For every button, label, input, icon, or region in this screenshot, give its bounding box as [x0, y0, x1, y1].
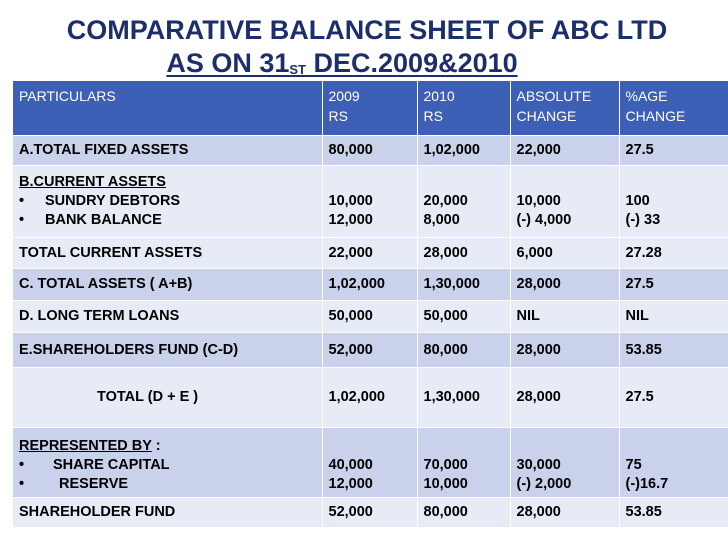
title-superscript: ST: [289, 62, 307, 77]
header-2010: 2010 RS: [417, 81, 510, 136]
value-2009: 10,000 12,000: [322, 166, 417, 238]
absolute-change: 6,000: [510, 238, 619, 269]
title-line-2: [0, 47, 728, 80]
value-2010: 70,000 10,000: [417, 428, 510, 498]
percentage-change: 53.85: [619, 498, 728, 527]
bank-balance-label: BANK BALANCE: [45, 212, 162, 228]
value-2009: 1,02,000: [322, 269, 417, 301]
reserve-label: RESERVE: [59, 476, 129, 492]
header-absolute-change: ABSOLUTE CHANGE: [510, 81, 619, 136]
title-line-2-suffix: DEC.2009&2010: [306, 48, 518, 78]
table-row: [13, 368, 728, 428]
absolute-change: 28,000: [510, 368, 619, 428]
row-label: A.TOTAL FIXED ASSETS: [13, 136, 322, 166]
table-row: [13, 136, 728, 166]
value-2010: 50,000: [417, 301, 510, 333]
value-2010: 28,000: [417, 238, 510, 269]
percentage-change: 100 (-) 33: [619, 166, 728, 238]
row-label: E.SHAREHOLDERS FUND (C-D): [13, 333, 322, 368]
sundry-debtors-label: SUNDRY DEBTORS: [45, 193, 181, 209]
percentage-change: 53.85: [619, 333, 728, 368]
header-percentage-change: %AGE CHANGE: [619, 81, 728, 136]
bullet: •: [19, 212, 25, 228]
balance-sheet-table: [13, 80, 728, 527]
slide-title: [0, 14, 728, 80]
absolute-change: 28,000: [510, 498, 619, 527]
percentage-change: 27.5: [619, 368, 728, 428]
absolute-change: 22,000: [510, 136, 619, 166]
table-row: [13, 301, 728, 333]
table-row: [13, 238, 728, 269]
percentage-change: NIL: [619, 301, 728, 333]
title-line-2-prefix: AS ON 31: [166, 48, 290, 78]
table-header-row: [13, 81, 728, 136]
absolute-change: NIL: [510, 301, 619, 333]
represented-by-heading: REPRESENTED BY: [19, 438, 152, 454]
absolute-change: 30,000 (-) 2,000: [510, 428, 619, 498]
table-row: [13, 428, 728, 498]
value-2010: 1,30,000: [417, 368, 510, 428]
table-row: [13, 166, 728, 238]
table-row: [13, 333, 728, 368]
percentage-change: 27.5: [619, 269, 728, 301]
row-label: C. TOTAL ASSETS ( A+B): [13, 269, 322, 301]
title-line-1: COMPARATIVE BALANCE SHEET OF ABC LTD: [66, 15, 668, 45]
bullet: •: [19, 476, 25, 492]
percentage-change: 75 (-)16.7: [619, 428, 728, 498]
table-row: [13, 498, 728, 527]
absolute-change: 10,000 (-) 4,000: [510, 166, 619, 238]
row-label: [13, 166, 322, 238]
current-assets-heading: B.CURRENT ASSETS: [19, 174, 166, 190]
header-particulars: PARTICULARS: [13, 81, 322, 136]
value-2009: 52,000: [322, 333, 417, 368]
value-2010: 20,000 8,000: [417, 166, 510, 238]
bullet: •: [19, 457, 25, 473]
header-2009: 2009 RS: [322, 81, 417, 136]
value-2010: 80,000: [417, 333, 510, 368]
row-label: TOTAL CURRENT ASSETS: [13, 238, 322, 269]
table-row: [13, 269, 728, 301]
value-2009: 50,000: [322, 301, 417, 333]
percentage-change: 27.5: [619, 136, 728, 166]
row-label: REPRESENTED BY : • SHARE CAPITAL • RESERVE: [13, 428, 322, 498]
row-label: TOTAL (D + E ): [13, 368, 322, 428]
value-2010: 1,02,000: [417, 136, 510, 166]
value-2009: 22,000: [322, 238, 417, 269]
absolute-change: 28,000: [510, 333, 619, 368]
row-label: D. LONG TERM LOANS: [13, 301, 322, 333]
value-2010: 1,30,000: [417, 269, 510, 301]
absolute-change: 28,000: [510, 269, 619, 301]
value-2009: 1,02,000: [322, 368, 417, 428]
share-capital-label: SHARE CAPITAL: [53, 457, 170, 473]
percentage-change: 27.28: [619, 238, 728, 269]
row-label: SHAREHOLDER FUND: [13, 498, 322, 527]
value-2010: 80,000: [417, 498, 510, 527]
value-2009: 52,000: [322, 498, 417, 527]
value-2009: 80,000: [322, 136, 417, 166]
value-2009: 40,000 12,000: [322, 428, 417, 498]
bullet: •: [19, 193, 25, 209]
